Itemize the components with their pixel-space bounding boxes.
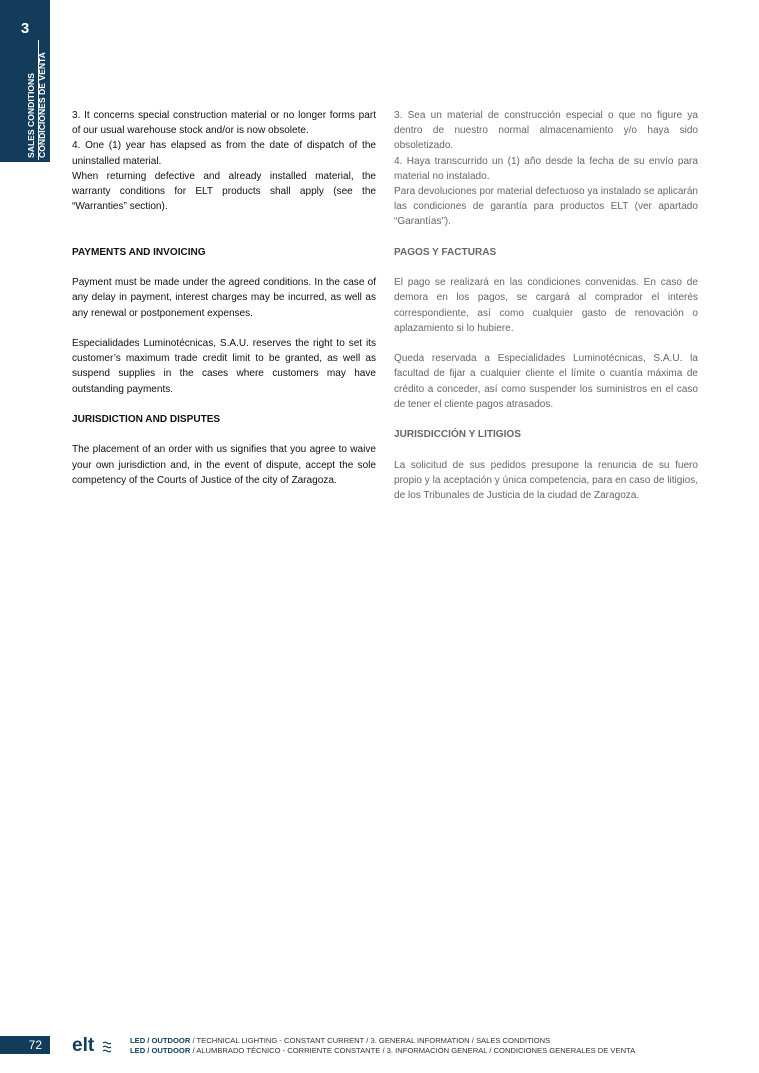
elt-logo	[72, 1035, 112, 1055]
spanish-column	[394, 108, 698, 503]
page-number: 72	[0, 1036, 50, 1054]
payments-paragraph-1: Payment must be made under the agreed conditions. In the case of any delay in payment, interest charges may be incurred, as well as any renewal or postponement expenses.	[72, 277, 376, 319]
payments-paragraph-1-es: El pago se realizará en las condiciones convenidas. En caso de demora en los pagos, se cargará al comprador el interés correspondiente, así como cualquier gasto de renovación o aplazamiento si lo hubiere.	[394, 277, 698, 334]
payments-paragraph-2-es: Queda reservada a Especialidades Luminotécnicas, S.A.U. la facultad de fijar a cualquier cliente el límite o cuantía máxima de crédito a conceder, así como suspender los suministros en el caso de tener el cliente pagos atrasados.	[394, 353, 698, 410]
breadcrumb-es: LED / OUTDOOR / ALUMBRADO TÉCNICO - CORRIENTE CONSTANTE / 3. INFORMACIÓN GENERAL / CONDICIONES GENERALES DE VENTA	[130, 1045, 636, 1055]
intro-returns: When returning defective and already installed material, the warranty conditions for ELT products shall apply (see the “Warranties” section).	[72, 170, 376, 213]
intro-item-4: 4. One (1) year has elapsed as from the date of dispatch of the uninstalled material.	[72, 140, 376, 167]
jurisdiction-paragraph-es: La solicitud de sus pedidos presupone la renuncia de su fuero propio y la aceptación y única competencia, para en caso de litigios, de los Tribunales de Justicia de la ciudad de Zaragoza.	[394, 459, 698, 501]
section-title	[26, 52, 47, 158]
section-number: 3	[20, 20, 30, 37]
payments-heading: PAYMENTS AND INVOICING	[72, 246, 206, 258]
english-column	[72, 108, 376, 488]
svg-text:elt: elt	[72, 1035, 95, 1055]
payments-heading-es: PAGOS Y FACTURAS	[394, 246, 497, 258]
breadcrumb-en: LED / OUTDOOR / TECHNICAL LIGHTING - CONSTANT CURRENT / 3. GENERAL INFORMATION / SALES CONDITIONS	[130, 1036, 551, 1045]
section-tab	[0, 0, 50, 162]
jurisdiction-paragraph: The placement of an order with us signifies that you agree to waive your own jurisdiction and, in the event of dispute, accept the sole competency of the Courts of Justice of the city of Zaragoza.	[72, 444, 376, 486]
intro-item-3: 3. It concerns special construction material or no longer forms part of our usual warehouse stock and/or is now obsolete.	[72, 110, 376, 137]
jurisdiction-heading: JURISDICTION AND DISPUTES	[72, 414, 221, 425]
section-title-en: SALES CONDITIONS	[26, 73, 36, 158]
intro-returns-es: Para devoluciones por material defectuoso ya instalado se aplicarán las condiciones de garantía para productos ELT (ver apartado “Garantías”).	[394, 186, 698, 228]
intro-item-3-es: 3. Sea un material de construcción especial o que no figure ya dentro de nuestro normal almacenamiento y/o haya sido obsoletizado.	[394, 110, 698, 152]
section-title-es: CONDICIONES DE VENTA	[36, 52, 47, 158]
payments-paragraph-2: Especialidades Luminotécnicas, S.A.U. reserves the right to set its customer’s maximum trade credit limit to be granted, as well as suspend supplies in the cases where customers may have outstanding payments.	[72, 338, 376, 395]
breadcrumb	[130, 1036, 635, 1055]
intro-item-4-es: 4. Haya transcurrido un (1) año desde la fecha de su envío para material no instalado.	[394, 155, 698, 182]
jurisdiction-heading-es: JURISDICCIÓN Y LITIGIOS	[394, 429, 521, 441]
